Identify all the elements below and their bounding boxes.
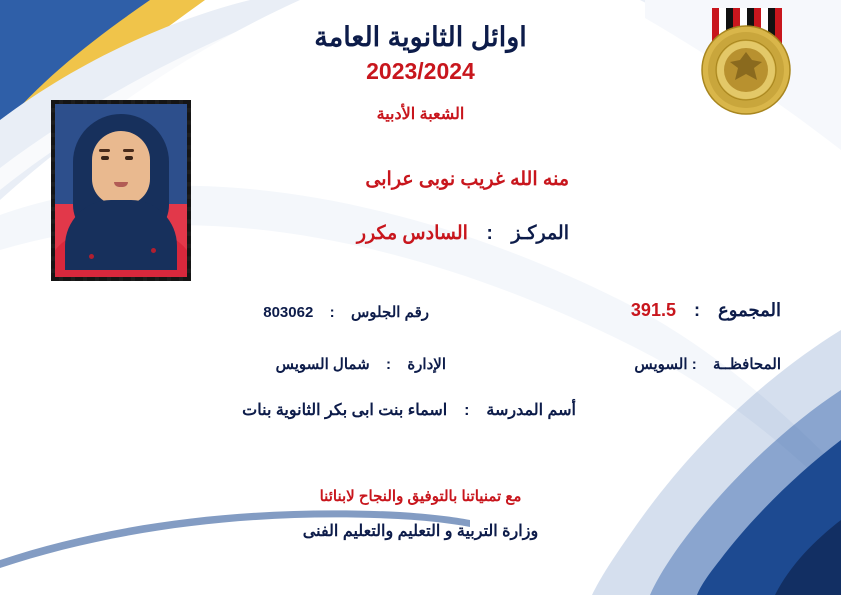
seat-label: رقم الجلوس xyxy=(350,304,429,321)
administration-colon: : xyxy=(385,356,391,373)
egypt-ministry-of-education-emblem-icon xyxy=(672,8,820,116)
rank-colon: : xyxy=(486,223,493,244)
student-rank-row xyxy=(357,222,569,245)
photo-detail-dot xyxy=(89,254,94,259)
ministry-name: وزارة التربية و التعليم والتعليم الفنى xyxy=(302,523,539,540)
administration-label: الإدارة xyxy=(407,356,446,373)
total-label: المجموع xyxy=(718,300,781,320)
total-score-row xyxy=(631,300,781,321)
governorate-colon: : xyxy=(691,356,697,373)
student-photo-image xyxy=(55,104,187,277)
photo-eye-left xyxy=(101,156,109,160)
governorate-row xyxy=(634,355,781,373)
student-photo xyxy=(51,100,191,281)
seat-colon: : xyxy=(329,304,335,321)
photo-eyebrow-left xyxy=(99,149,110,152)
total-colon: : xyxy=(694,300,700,320)
school-row xyxy=(242,400,576,420)
academic-year: 2023/2024 xyxy=(366,58,475,84)
school-value: اسماء بنت ابى بكر الثانوية بنات xyxy=(242,402,448,419)
total-value: 391.5 xyxy=(630,300,676,320)
student-name-row xyxy=(365,168,569,191)
photo-scarf-drape xyxy=(65,200,177,270)
photo-eye-right xyxy=(125,156,133,160)
page-title: اوائل الثانوية العامة xyxy=(314,22,527,52)
photo-detail-dot xyxy=(151,248,156,253)
administration-value: شمال السويس xyxy=(275,356,370,373)
branch-label: الشعبة الأدبية xyxy=(376,106,465,123)
school-label: أسم المدرسة xyxy=(486,402,576,419)
governorate-label: المحافظــة xyxy=(713,356,781,373)
seat-value: 803062 xyxy=(263,304,314,321)
congratulations-message: مع تمنياتنا بالتوفيق والنجاح لابنائنا xyxy=(319,488,522,505)
school-colon: : xyxy=(464,402,470,419)
governorate-value: السويس xyxy=(634,356,688,373)
rank-label: المركـز xyxy=(511,223,569,244)
photo-eyebrow-right xyxy=(123,149,134,152)
photo-face xyxy=(92,131,150,205)
student-name-value: منه الله غريب نوبى عرابى xyxy=(365,169,569,190)
administration-row xyxy=(276,355,446,373)
rank-value: السادس مكرر xyxy=(356,223,468,244)
seat-number-row xyxy=(263,303,429,321)
